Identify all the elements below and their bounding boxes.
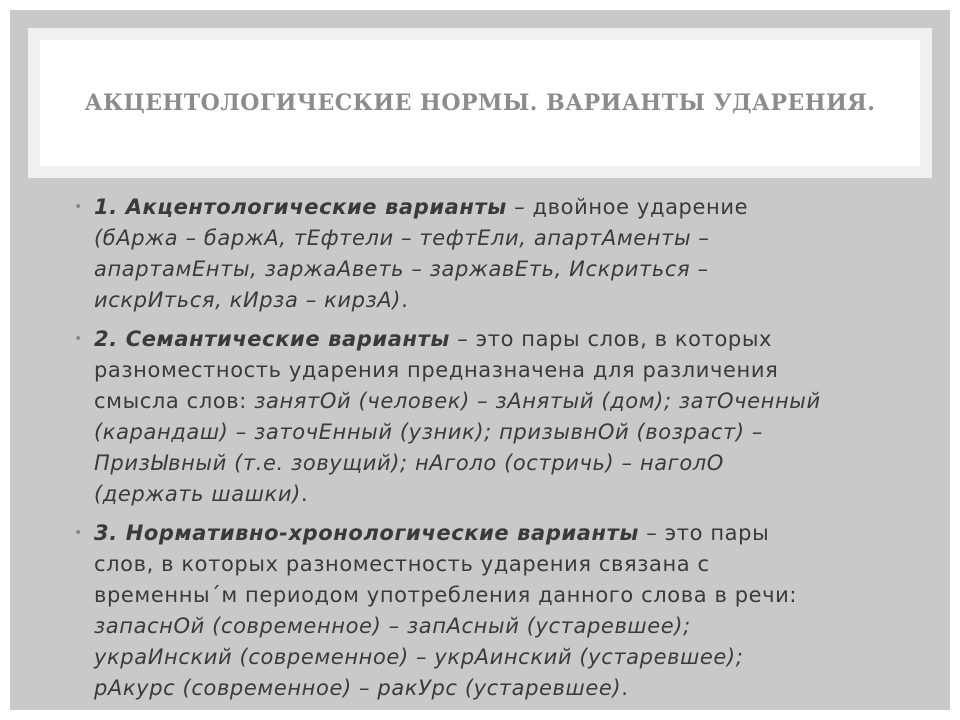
bullet-item [70,192,830,316]
bullet-item [70,324,830,510]
bullet-text: – двойное ударение [506,195,749,219]
bullet-dot-icon: • [74,525,83,541]
bullet-examples: (бАржа – баржА, тЕфтели – тефтЕли, апартАменты – апартамЕнты, заржаАветь – заржавЕть, Искриться – искрИться, кИрза – кирзА) [94,226,710,312]
bullet-end: . [300,482,309,506]
slide-title: АКЦЕНТОЛОГИЧЕСКИЕ НОРМЫ. ВАРИАНТЫ УДАРЕНИЯ. [84,90,876,116]
content-area [70,192,830,710]
bullet-heading: 2. Семантические варианты [94,327,450,351]
bullet-examples: запаснОй (современное) – запАсный (устаревшее); украИнский (современное) – укрАинский (устаревшее); рАкурс (современное) – ракУрс (устаревшее) [94,614,744,700]
bullet-item [70,518,830,704]
bullet-end: . [621,676,629,700]
bullet-dot-icon: • [74,199,83,215]
slide [10,10,950,710]
bullet-heading: 3. Нормативно-хронологические варианты [94,521,640,545]
bullet-text: – это пары слов, в которых разноместность ударения связана с временны´м периодом употребления данного слова в речи: [94,521,798,607]
bullet-heading: 1. Акцентологические варианты [94,195,507,219]
bullet-end: . [401,288,409,312]
title-box [40,40,920,166]
bullet-examples: занятОй (человек) – зАнятый (дом); затОченный (карандаш) – заточЕнный (узник); призывнОй (возраст) – ПризЫвный (т.е. зовущий); нАголо (остричь) – наголО (держать шашки) [94,389,821,506]
bullet-dot-icon: • [74,331,83,347]
title-band [28,28,932,178]
bullet-text: – это пары слов, в которых разноместность ударения предназначена для различения смысла слов: [94,327,779,413]
